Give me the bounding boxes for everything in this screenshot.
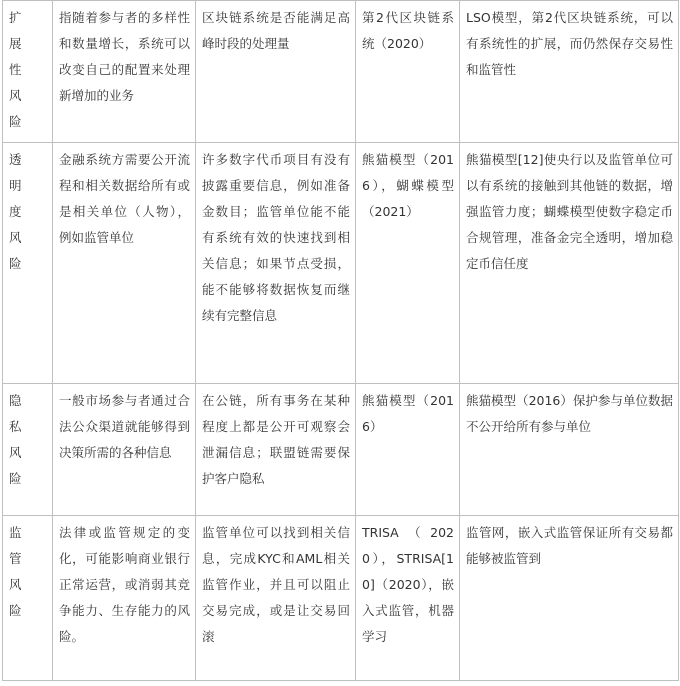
solution-cell: LSO模型，第2代区块链系统，可以有系统性的扩展，而仍然保存交易性和监管性 bbox=[460, 1, 679, 143]
example-cell: 监管单位可以找到相关信息，完成KYC和AML相关监管作业，并且可以阻止交易完成，或是让交易回滚 bbox=[196, 516, 356, 681]
risk-cell: 扩展性风险 bbox=[3, 1, 53, 143]
models-cell: TRISA（2020），STRISA[10]（2020），嵌入式监管，机器学习 bbox=[356, 516, 460, 681]
models-cell: 熊猫模型（2016） bbox=[356, 384, 460, 516]
risk-table bbox=[2, 0, 679, 681]
table-row bbox=[3, 384, 679, 516]
table-row bbox=[3, 516, 679, 681]
description-cell: 指随着参与者的多样性和数量增长，系统可以改变自己的配置来处理新增加的业务 bbox=[53, 1, 196, 143]
solution-cell: 监管网，嵌入式监管保证所有交易都能够被监管到 bbox=[460, 516, 679, 681]
table-row bbox=[3, 1, 679, 143]
solution-cell: 熊猫模型[12]使央行以及监管单位可以有系统的接触到其他链的数据，增强监管力度；蝴蝶模型使数字稳定币合规管理，准备金完全透明，增加稳定币信任度 bbox=[460, 143, 679, 384]
example-cell: 在公链，所有事务在某种程度上都是公开可观察会泄漏信息；联盟链需要保护客户隐私 bbox=[196, 384, 356, 516]
table-row bbox=[3, 143, 679, 384]
risk-cell: 隐私风险 bbox=[3, 384, 53, 516]
description-cell: 一般市场参与者通过合法公众渠道就能够得到决策所需的各种信息 bbox=[53, 384, 196, 516]
description-cell: 法律或监管规定的变化，可能影响商业银行正常运营，或消弱其竞争能力、生存能力的风险。 bbox=[53, 516, 196, 681]
models-cell: 第2代区块链系统（2020） bbox=[356, 1, 460, 143]
description-cell: 金融系统方需要公开流程和相关数据给所有或是相关单位（人物），例如监管单位 bbox=[53, 143, 196, 384]
example-cell: 许多数字代币项目有没有披露重要信息，例如准备金数目；监管单位能不能有系统有效的快速找到相关信息；如果节点受损，能不能够将数据恢复而继续有完整信息 bbox=[196, 143, 356, 384]
example-cell: 区块链系统是否能满足高峰时段的处理量 bbox=[196, 1, 356, 143]
risk-cell: 透明度风险 bbox=[3, 143, 53, 384]
solution-cell: 熊猫模型（2016）保护参与单位数据不公开给所有参与单位 bbox=[460, 384, 679, 516]
models-cell: 熊猫模型（2016），蝴蝶模型（2021） bbox=[356, 143, 460, 384]
risk-cell: 监管风险 bbox=[3, 516, 53, 681]
